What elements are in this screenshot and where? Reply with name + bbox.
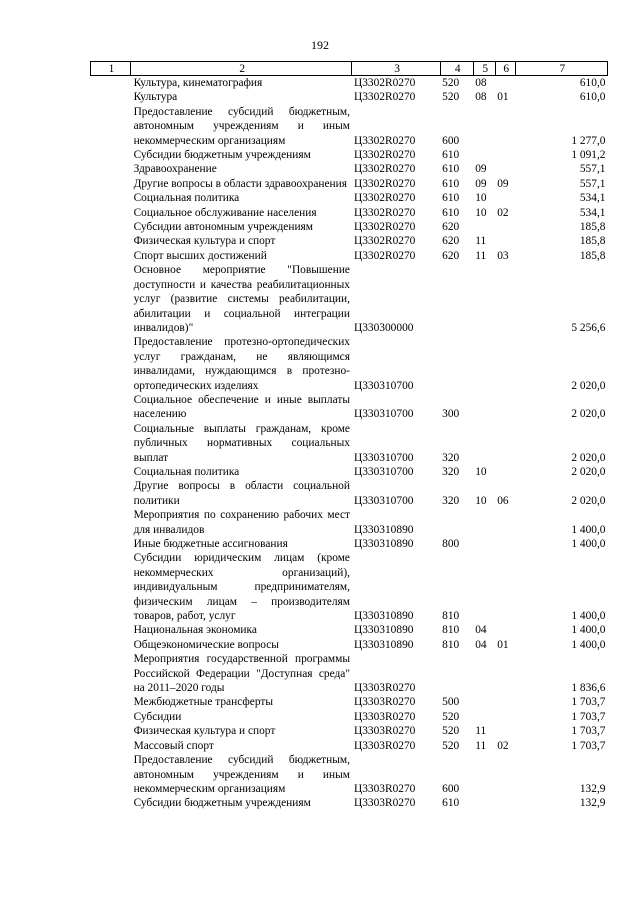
cell-blank	[91, 148, 131, 162]
cell-section: 09	[475, 163, 487, 176]
cell-expense-type	[440, 508, 473, 537]
cell-target-code: Ц330310700	[353, 451, 414, 464]
table-row	[91, 234, 608, 248]
cell-target-code: Ц330310890	[353, 538, 414, 550]
cell-section	[473, 537, 495, 551]
cell-name: Другие вопросы в области здравоохранения	[133, 177, 347, 190]
cell-expense-type: 610	[442, 192, 460, 205]
cell-blank	[91, 623, 131, 637]
cell-section	[473, 508, 495, 537]
cell-blank	[91, 638, 131, 652]
cell-target-code: Ц3303R0270	[353, 797, 416, 810]
table-row	[91, 191, 608, 205]
cell-blank	[91, 191, 131, 205]
cell-amount: 1 091,2	[571, 149, 606, 162]
cell-subsection	[495, 393, 515, 422]
table-row	[91, 162, 608, 176]
cell-target-code: Ц3302R0270	[353, 163, 416, 176]
table-row	[91, 537, 608, 551]
cell-subsection	[495, 234, 515, 248]
cell-amount: 1 703,7	[571, 696, 606, 709]
cell-subsection	[495, 652, 515, 695]
cell-subsection: 02	[497, 739, 509, 752]
cell-target-code: Ц3302R0270	[353, 206, 416, 219]
cell-name: Культура	[133, 91, 178, 104]
cell-name: Субсидии юридическим лицам (кроме некоммерческих организаций), индивидуальным предпринимателям, физическим лицам – производителям товаров, работ, услуг	[133, 552, 350, 623]
cell-subsection: 01	[497, 91, 509, 104]
cell-name: Иные бюджетные ассигнования	[133, 538, 288, 550]
cell-amount: 132,9	[579, 797, 606, 810]
cell-section: 10	[475, 465, 487, 478]
cell-amount: 557,1	[579, 163, 606, 176]
cell-amount: 1 400,0	[571, 538, 606, 550]
cell-subsection: 02	[497, 206, 509, 219]
cell-section	[473, 335, 495, 393]
cell-section: 11	[475, 725, 487, 738]
header-col-7: 7	[515, 62, 607, 76]
table-row	[91, 796, 608, 810]
table-row	[91, 695, 608, 709]
cell-blank	[91, 652, 131, 695]
cell-target-code: Ц3302R0270	[353, 235, 416, 248]
cell-expense-type: 520	[442, 739, 460, 752]
cell-amount: 610,0	[579, 77, 606, 89]
cell-section: 11	[475, 249, 487, 262]
cell-blank	[91, 508, 131, 537]
table-row	[91, 724, 608, 738]
cell-name: Предоставление субсидий бюджетным, автономным учреждениям и иным некоммерческим организациям	[133, 105, 350, 147]
table-row	[91, 393, 608, 422]
table-row	[91, 753, 608, 796]
cell-section: 04	[475, 624, 487, 637]
cell-subsection	[495, 422, 515, 465]
cell-amount: 132,9	[579, 782, 606, 795]
table-row	[91, 422, 608, 465]
cell-expense-type	[440, 652, 473, 695]
cell-section: 08	[475, 91, 487, 104]
table-row	[91, 206, 608, 220]
cell-amount: 610,0	[579, 91, 606, 104]
cell-amount: 185,8	[579, 249, 606, 262]
cell-expense-type: 610	[442, 206, 460, 219]
cell-section: 08	[475, 77, 487, 89]
cell-target-code: Ц330310890	[353, 638, 414, 651]
cell-expense-type: 320	[442, 465, 460, 478]
cell-expense-type: 800	[442, 538, 460, 550]
cell-blank	[91, 393, 131, 422]
cell-amount: 2 020,0	[571, 494, 606, 507]
cell-target-code: Ц330310890	[353, 624, 414, 637]
cell-target-code: Ц330310700	[353, 494, 414, 507]
cell-target-code: Ц3302R0270	[353, 149, 416, 162]
header-row	[91, 62, 608, 76]
cell-subsection	[495, 796, 515, 810]
cell-amount: 1 703,7	[571, 739, 606, 752]
cell-target-code: Ц3303R0270	[353, 782, 416, 795]
cell-target-code: Ц330310890	[353, 523, 414, 536]
page-number: 192	[311, 38, 329, 52]
table-row	[91, 638, 608, 652]
table-row	[91, 623, 608, 637]
cell-name: Субсидии	[133, 710, 182, 723]
cell-expense-type: 520	[442, 91, 460, 104]
cell-subsection	[495, 724, 515, 738]
cell-name: Социальные выплаты гражданам, кроме публичных нормативных социальных выплат	[133, 422, 350, 464]
cell-subsection: 09	[497, 177, 509, 190]
header-col-3: 3	[352, 62, 440, 76]
cell-section	[473, 422, 495, 465]
cell-amount: 534,1	[579, 192, 606, 205]
cell-subsection	[495, 623, 515, 637]
cell-name: Социальное обслуживание населения	[133, 206, 317, 219]
cell-expense-type: 520	[442, 77, 460, 89]
cell-subsection	[495, 537, 515, 551]
cell-blank	[91, 479, 131, 508]
cell-name: Общеэкономические вопросы	[133, 638, 279, 651]
table-header	[91, 62, 608, 76]
cell-amount: 5 256,6	[571, 321, 606, 334]
cell-amount: 185,8	[579, 235, 606, 248]
cell-subsection	[495, 508, 515, 537]
cell-expense-type: 500	[442, 696, 460, 709]
cell-name: Социальная политика	[133, 192, 240, 205]
table-row	[91, 220, 608, 234]
cell-name: Социальное обеспечение и иные выплаты населению	[133, 393, 350, 421]
cell-name: Предоставление субсидий бюджетным, автономным учреждениям и иным некоммерческим организациям	[133, 754, 350, 795]
cell-blank	[91, 465, 131, 479]
cell-expense-type: 320	[442, 451, 460, 464]
cell-expense-type: 600	[442, 134, 460, 147]
cell-expense-type	[440, 335, 473, 393]
cell-target-code: Ц330310890	[353, 610, 414, 623]
cell-target-code: Ц3302R0270	[353, 249, 416, 262]
cell-name: Физическая культура и спорт	[133, 725, 276, 738]
cell-target-code: Ц3303R0270	[353, 710, 416, 723]
table-row	[91, 652, 608, 695]
cell-amount: 1 400,0	[571, 638, 606, 651]
cell-name: Другие вопросы в области социальной политики	[133, 480, 350, 507]
table-row	[91, 105, 608, 148]
cell-target-code: Ц3302R0270	[353, 77, 416, 89]
table-row	[91, 263, 608, 335]
cell-name: Субсидии бюджетным учреждениям	[133, 149, 311, 162]
cell-name: Спорт высших достижений	[133, 249, 267, 262]
cell-name: Основное мероприятие "Повышение доступности и качества реабилитационных услуг (развитие системы реабилитации, абилитации и социальной интеграции инвалидов)"	[133, 264, 350, 334]
cell-section	[473, 105, 495, 148]
cell-amount: 1 703,7	[571, 725, 606, 738]
cell-subsection	[495, 148, 515, 162]
cell-subsection	[495, 76, 515, 91]
cell-section	[473, 753, 495, 796]
cell-target-code: Ц3303R0270	[353, 696, 416, 709]
cell-section	[473, 710, 495, 724]
cell-expense-type: 600	[442, 782, 460, 795]
header-col-6: 6	[495, 62, 515, 76]
cell-amount: 557,1	[579, 177, 606, 190]
table-row	[91, 76, 608, 91]
cell-section	[473, 263, 495, 335]
cell-name: Массовый спорт	[133, 739, 214, 752]
cell-amount: 2 020,0	[571, 408, 606, 421]
table-row	[91, 739, 608, 753]
table-row	[91, 508, 608, 537]
cell-subsection: 06	[497, 494, 509, 507]
cell-blank	[91, 249, 131, 263]
cell-subsection: 03	[497, 249, 509, 262]
cell-expense-type: 810	[442, 624, 460, 637]
cell-blank	[91, 796, 131, 810]
table-row	[91, 710, 608, 724]
cell-target-code: Ц3302R0270	[353, 177, 416, 190]
cell-expense-type: 300	[442, 408, 460, 421]
cell-section: 10	[475, 494, 487, 507]
cell-subsection	[495, 335, 515, 393]
cell-blank	[91, 422, 131, 465]
cell-section: 11	[475, 739, 487, 752]
cell-section: 09	[475, 177, 487, 190]
cell-blank	[91, 90, 131, 104]
table-row	[91, 148, 608, 162]
table-row	[91, 335, 608, 393]
cell-section	[473, 393, 495, 422]
cell-subsection	[495, 220, 515, 234]
cell-subsection	[495, 162, 515, 176]
cell-name: Здравоохранение	[133, 163, 217, 176]
cell-subsection	[495, 263, 515, 335]
cell-blank	[91, 263, 131, 335]
cell-expense-type: 520	[442, 710, 460, 723]
cell-blank	[91, 220, 131, 234]
table-body	[91, 76, 608, 811]
cell-section: 10	[475, 192, 487, 205]
cell-amount: 1 836,6	[571, 682, 606, 695]
cell-target-code: Ц3302R0270	[353, 192, 416, 205]
cell-target-code: Ц3303R0270	[353, 725, 416, 738]
cell-subsection	[495, 695, 515, 709]
cell-subsection	[495, 753, 515, 796]
cell-amount: 1 400,0	[571, 610, 606, 623]
cell-name: Национальная экономика	[133, 624, 257, 637]
cell-name: Предоставление протезно-ортопедических услуг гражданам, не являющимся инвалидами, нуждающимся в протезно-ортопедических изделиях	[133, 336, 350, 392]
cell-name: Культура, кинематография	[133, 77, 263, 89]
cell-subsection	[495, 191, 515, 205]
cell-amount: 1 400,0	[571, 523, 606, 536]
cell-name: Социальная политика	[133, 465, 240, 478]
cell-blank	[91, 710, 131, 724]
header-col-1: 1	[91, 62, 131, 76]
table-row	[91, 479, 608, 508]
cell-section	[473, 652, 495, 695]
table-row	[91, 249, 608, 263]
cell-expense-type: 810	[442, 610, 460, 623]
cell-section	[473, 220, 495, 234]
cell-expense-type	[440, 263, 473, 335]
header-col-2: 2	[131, 62, 352, 76]
cell-target-code: Ц3302R0270	[353, 91, 416, 104]
cell-name: Физическая культура и спорт	[133, 235, 276, 248]
cell-blank	[91, 206, 131, 220]
cell-name: Субсидии бюджетным учреждениям	[133, 797, 311, 810]
cell-amount: 2 020,0	[571, 379, 606, 392]
cell-section	[473, 796, 495, 810]
cell-subsection	[495, 551, 515, 623]
cell-target-code: Ц3302R0270	[353, 134, 416, 147]
cell-blank	[91, 76, 131, 91]
cell-amount: 1 703,7	[571, 710, 606, 723]
cell-section: 04	[475, 638, 487, 651]
cell-target-code: Ц3303R0270	[353, 682, 416, 695]
cell-name: Мероприятия государственной программы Российской Федерации "Доступная среда" на 2011–2020 годы	[133, 653, 350, 695]
cell-section	[473, 695, 495, 709]
header-col-4: 4	[440, 62, 473, 76]
cell-target-code: Ц330300000	[353, 321, 414, 334]
cell-section: 10	[475, 206, 487, 219]
header-col-5: 5	[473, 62, 495, 76]
cell-amount: 1 400,0	[571, 624, 606, 637]
cell-blank	[91, 234, 131, 248]
cell-expense-type: 620	[442, 221, 460, 234]
cell-expense-type: 620	[442, 235, 460, 248]
cell-blank	[91, 162, 131, 176]
cell-target-code: Ц330310700	[353, 379, 414, 392]
cell-blank	[91, 753, 131, 796]
cell-subsection	[495, 710, 515, 724]
cell-subsection	[495, 465, 515, 479]
cell-blank	[91, 335, 131, 393]
cell-target-code: Ц330310700	[353, 408, 414, 421]
cell-amount: 185,8	[579, 221, 606, 234]
cell-expense-type: 620	[442, 249, 460, 262]
cell-expense-type: 320	[442, 494, 460, 507]
cell-name: Субсидии автономным учреждениям	[133, 221, 313, 234]
cell-expense-type: 520	[442, 725, 460, 738]
cell-blank	[91, 551, 131, 623]
cell-expense-type: 610	[442, 163, 460, 176]
cell-blank	[91, 105, 131, 148]
cell-subsection: 01	[497, 638, 509, 651]
cell-amount: 2 020,0	[571, 465, 606, 478]
table-row	[91, 177, 608, 191]
cell-section	[473, 551, 495, 623]
budget-table	[90, 61, 608, 811]
cell-blank	[91, 537, 131, 551]
cell-amount: 534,1	[579, 206, 606, 219]
cell-expense-type: 610	[442, 149, 460, 162]
cell-name: Межбюджетные трансферты	[133, 696, 274, 709]
cell-target-code: Ц330310700	[353, 465, 414, 478]
table-row	[91, 465, 608, 479]
cell-blank	[91, 724, 131, 738]
cell-target-code: Ц3303R0270	[353, 739, 416, 752]
cell-expense-type: 810	[442, 638, 460, 651]
cell-blank	[91, 177, 131, 191]
cell-subsection	[495, 105, 515, 148]
cell-amount: 1 277,0	[571, 134, 606, 147]
cell-section	[473, 148, 495, 162]
table-row	[91, 551, 608, 623]
cell-expense-type: 610	[442, 797, 460, 810]
cell-name: Мероприятия по сохранению рабочих мест для инвалидов	[133, 509, 350, 536]
table-row	[91, 90, 608, 104]
cell-section: 11	[475, 235, 487, 248]
cell-blank	[91, 695, 131, 709]
cell-amount: 2 020,0	[571, 451, 606, 464]
cell-expense-type: 610	[442, 177, 460, 190]
cell-target-code: Ц3302R0270	[353, 221, 416, 234]
cell-blank	[91, 739, 131, 753]
